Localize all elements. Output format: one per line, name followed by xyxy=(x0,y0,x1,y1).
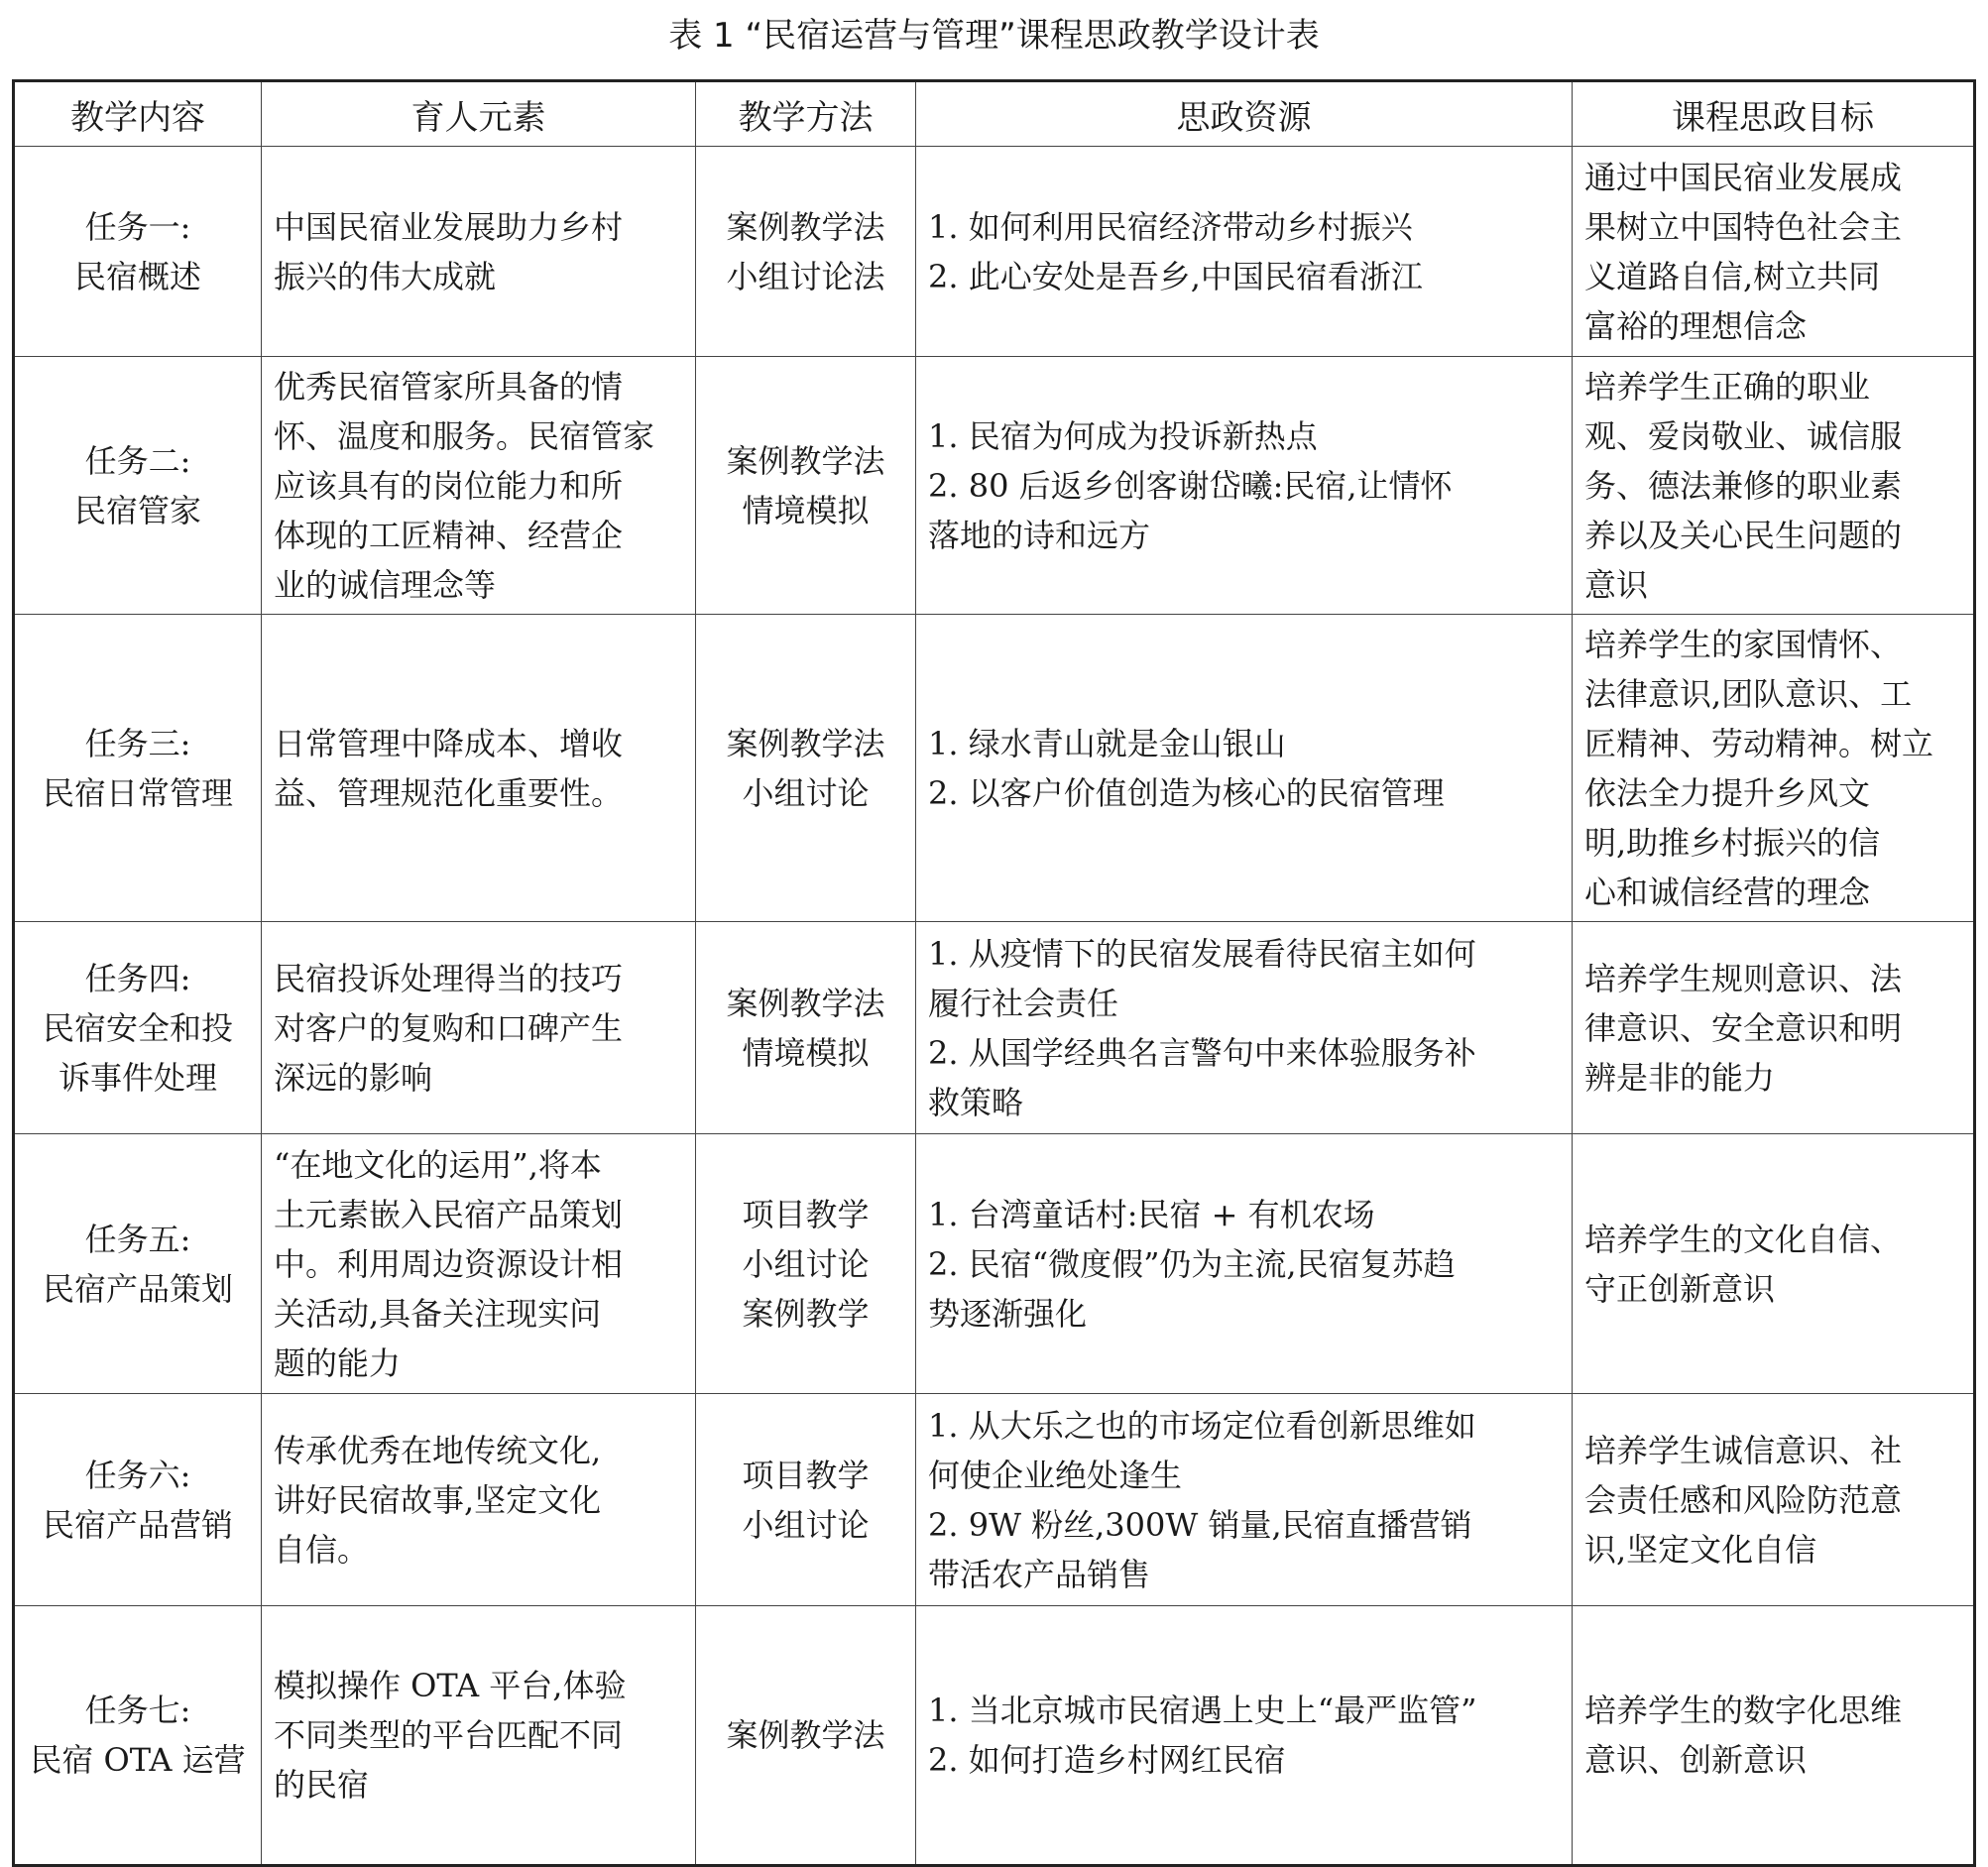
cell-course-goal xyxy=(1573,922,1975,1134)
cell-line: 讲好民宿故事,坚定文化 xyxy=(274,1480,602,1519)
cell-line: 案例教学 xyxy=(742,1294,870,1333)
cell-line: 案例教学法 xyxy=(726,1716,885,1754)
cell-education-element xyxy=(262,147,696,357)
cell-line: 务、德法兼修的职业素 xyxy=(1584,466,1903,505)
cell-line: 培养学生的数字化思维 xyxy=(1584,1692,1903,1729)
cell-line: 2. 从国学经典名言警句中来体验服务补 xyxy=(928,1033,1476,1072)
cell-line: 1. 从疫情下的民宿发展看待民宿主如何 xyxy=(928,934,1476,973)
cell-line: 情境模拟 xyxy=(742,1033,870,1072)
cell-line: 日常管理中降成本、增收 xyxy=(274,724,624,762)
cell-line: 辨是非的能力 xyxy=(1584,1058,1776,1097)
header-row xyxy=(14,81,1975,147)
cell-line: 任务一: xyxy=(84,207,191,246)
cell-line: 土元素嵌入民宿产品策划 xyxy=(274,1195,624,1233)
cell-ideology-resource xyxy=(916,1134,1573,1394)
cell-line: 应该具有的岗位能力和所 xyxy=(274,466,624,505)
table-row xyxy=(14,357,1975,615)
cell-line: 观、爱岗敬业、诚信服 xyxy=(1584,416,1903,455)
cell-line: 任务五: xyxy=(84,1220,191,1258)
cell-line: 2. 以客户价值创造为核心的民宿管理 xyxy=(928,773,1445,812)
cell-line: 民宿管家 xyxy=(73,491,201,529)
cell-education-element xyxy=(262,922,696,1134)
cell-course-goal xyxy=(1573,147,1975,357)
cell-course-goal xyxy=(1573,357,1975,615)
cell-ideology-resource xyxy=(916,147,1573,357)
column-header-goal: 课程思政目标 xyxy=(1573,81,1975,147)
cell-line: 1. 从大乐之也的市场定位看创新思维如 xyxy=(928,1406,1476,1445)
cell-education-element xyxy=(262,1394,696,1606)
cell-line: 依法全力提升乡风文 xyxy=(1584,773,1871,812)
cell-line: 模拟操作 OTA 平台,体验 xyxy=(274,1667,627,1704)
cell-line: 意识、创新意识 xyxy=(1584,1741,1808,1779)
cell-teaching-content xyxy=(14,922,262,1134)
cell-line: 守正创新意识 xyxy=(1584,1269,1776,1308)
cell-line: 项目教学 xyxy=(742,1195,870,1233)
cell-line: 任务六: xyxy=(84,1456,191,1494)
cell-line: 会责任感和风险防范意 xyxy=(1584,1480,1903,1519)
cell-line: 民宿日常管理 xyxy=(42,773,233,812)
column-header-element: 育人元素 xyxy=(262,81,696,147)
cell-line: 法律意识,团队意识、工 xyxy=(1584,674,1913,713)
cell-line: 2. 如何打造乡村网红民宿 xyxy=(928,1741,1286,1779)
cell-line: 心和诚信经营的理念 xyxy=(1584,873,1871,911)
cell-line: 意识 xyxy=(1584,565,1649,604)
cell-line: 关活动,具备关注现实问 xyxy=(274,1294,602,1333)
cell-line: 任务二: xyxy=(84,441,191,480)
cell-teaching-content xyxy=(14,147,262,357)
cell-line: 任务三: xyxy=(84,724,191,762)
table-row xyxy=(14,1394,1975,1606)
cell-line: 培养学生正确的职业 xyxy=(1584,367,1871,406)
column-header-method: 教学方法 xyxy=(696,81,916,147)
cell-ideology-resource xyxy=(916,1394,1573,1606)
cell-teaching-content xyxy=(14,1606,262,1866)
cell-education-element xyxy=(262,357,696,615)
cell-line: 的民宿 xyxy=(274,1766,370,1804)
cell-line: “在地文化的运用”,将本 xyxy=(274,1145,602,1184)
cell-line: 带活农产品销售 xyxy=(928,1555,1151,1593)
cell-education-element xyxy=(262,1134,696,1394)
cell-ideology-resource xyxy=(916,922,1573,1134)
cell-line: 案例教学法 xyxy=(726,724,885,762)
cell-line: 传承优秀在地传统文化, xyxy=(274,1431,602,1469)
cell-line: 培养学生诚信意识、社 xyxy=(1584,1431,1903,1469)
cell-line: 体现的工匠精神、经营企 xyxy=(274,516,624,554)
cell-education-element xyxy=(262,1606,696,1866)
cell-line: 案例教学法 xyxy=(726,441,885,480)
cell-line: 深远的影响 xyxy=(274,1058,433,1097)
cell-education-element xyxy=(262,615,696,922)
cell-line: 优秀民宿管家所具备的情 xyxy=(274,367,624,406)
cell-line: 培养学生规则意识、法 xyxy=(1584,959,1903,997)
cell-teaching-method xyxy=(696,357,916,615)
cell-line: 诉事件处理 xyxy=(58,1058,217,1097)
cell-line: 业的诚信理念等 xyxy=(274,565,497,604)
table-row xyxy=(14,922,1975,1134)
table-row xyxy=(14,147,1975,357)
cell-line: 救策略 xyxy=(928,1083,1024,1121)
table-title: 表 1 “民宿运营与管理”课程思政教学设计表 xyxy=(668,16,1320,56)
cell-line: 小组讨论 xyxy=(742,1505,870,1544)
cell-teaching-content xyxy=(14,1134,262,1394)
cell-line: 振兴的伟大成就 xyxy=(274,257,497,295)
cell-line: 落地的诗和远方 xyxy=(928,516,1151,554)
cell-line: 富裕的理想信念 xyxy=(1584,306,1808,345)
cell-line: 案例教学法 xyxy=(726,207,885,246)
table-row xyxy=(14,615,1975,922)
cell-teaching-method xyxy=(696,1606,916,1866)
cell-line: 任务七: xyxy=(84,1692,191,1729)
cell-line: 2. 9W 粉丝,300W 销量,民宿直播营销 xyxy=(928,1505,1472,1544)
cell-line: 2. 此心安处是吾乡,中国民宿看浙江 xyxy=(928,257,1423,295)
table-row xyxy=(14,1134,1975,1394)
cell-line: 1. 台湾童话村:民宿 + 有机农场 xyxy=(928,1195,1375,1233)
cell-line: 民宿 OTA 运营 xyxy=(30,1741,246,1779)
cell-teaching-method xyxy=(696,1394,916,1606)
cell-line: 培养学生的文化自信、 xyxy=(1584,1220,1903,1258)
cell-line: 小组讨论 xyxy=(742,1244,870,1283)
cell-line: 中国民宿业发展助力乡村 xyxy=(274,207,624,246)
course-design-table xyxy=(12,79,1976,1867)
cell-line: 2. 80 后返乡创客谢岱曦:民宿,让情怀 xyxy=(928,466,1453,505)
cell-course-goal xyxy=(1573,1134,1975,1394)
cell-line: 1. 当北京城市民宿遇上史上“最严监管” xyxy=(928,1692,1477,1729)
cell-line: 小组讨论 xyxy=(742,773,870,812)
cell-line: 通过中国民宿业发展成 xyxy=(1584,158,1903,196)
cell-teaching-method xyxy=(696,615,916,922)
cell-line: 民宿产品策划 xyxy=(42,1269,233,1308)
cell-line: 2. 民宿“微度假”仍为主流,民宿复苏趋 xyxy=(928,1244,1456,1283)
cell-line: 小组讨论法 xyxy=(726,257,885,295)
table-body xyxy=(14,147,1975,1866)
cell-course-goal xyxy=(1573,615,1975,922)
cell-line: 对客户的复购和口碑产生 xyxy=(274,1008,624,1047)
cell-teaching-content xyxy=(14,357,262,615)
cell-teaching-method xyxy=(696,922,916,1134)
cell-line: 何使企业绝处逢生 xyxy=(928,1456,1183,1494)
cell-line: 不同类型的平台匹配不同 xyxy=(274,1716,624,1754)
cell-line: 履行社会责任 xyxy=(928,984,1119,1022)
cell-line: 怀、温度和服务。民宿管家 xyxy=(274,416,655,455)
cell-line: 养以及关心民生问题的 xyxy=(1584,516,1903,554)
cell-line: 1. 民宿为何成为投诉新热点 xyxy=(928,416,1318,455)
column-header-resource: 思政资源 xyxy=(916,81,1573,147)
cell-line: 1. 如何利用民宿经济带动乡村振兴 xyxy=(928,207,1413,246)
cell-line: 中。利用周边资源设计相 xyxy=(274,1244,624,1283)
cell-line: 明,助推乡村振兴的信 xyxy=(1584,823,1881,862)
table-row xyxy=(14,1606,1975,1866)
cell-line: 民宿概述 xyxy=(73,257,201,295)
cell-line: 情境模拟 xyxy=(742,491,870,529)
cell-line: 果树立中国特色社会主 xyxy=(1584,207,1903,246)
cell-line: 识,坚定文化自信 xyxy=(1584,1530,1817,1569)
cell-ideology-resource xyxy=(916,615,1573,922)
cell-line: 律意识、安全意识和明 xyxy=(1584,1008,1903,1047)
cell-line: 案例教学法 xyxy=(726,984,885,1022)
cell-line: 义道路自信,树立共同 xyxy=(1584,257,1881,295)
cell-ideology-resource xyxy=(916,1606,1573,1866)
cell-teaching-content xyxy=(14,1394,262,1606)
column-header-content: 教学内容 xyxy=(14,81,262,147)
cell-line: 题的能力 xyxy=(274,1343,402,1382)
cell-line: 任务四: xyxy=(84,959,191,997)
cell-teaching-content xyxy=(14,615,262,922)
cell-line: 1. 绿水青山就是金山银山 xyxy=(928,724,1286,762)
cell-line: 项目教学 xyxy=(742,1456,870,1494)
cell-teaching-method xyxy=(696,147,916,357)
cell-line: 培养学生的家国情怀、 xyxy=(1584,625,1903,663)
cell-teaching-method xyxy=(696,1134,916,1394)
cell-course-goal xyxy=(1573,1394,1975,1606)
cell-line: 匠精神、劳动精神。树立 xyxy=(1584,724,1934,762)
cell-line: 自信。 xyxy=(274,1530,370,1569)
cell-line: 民宿产品营销 xyxy=(42,1505,233,1544)
cell-line: 益、管理规范化重要性。 xyxy=(274,773,624,812)
cell-line: 民宿安全和投 xyxy=(42,1008,233,1047)
cell-line: 势逐渐强化 xyxy=(928,1294,1088,1333)
cell-course-goal xyxy=(1573,1606,1975,1866)
cell-line: 民宿投诉处理得当的技巧 xyxy=(274,959,624,997)
cell-ideology-resource xyxy=(916,357,1573,615)
